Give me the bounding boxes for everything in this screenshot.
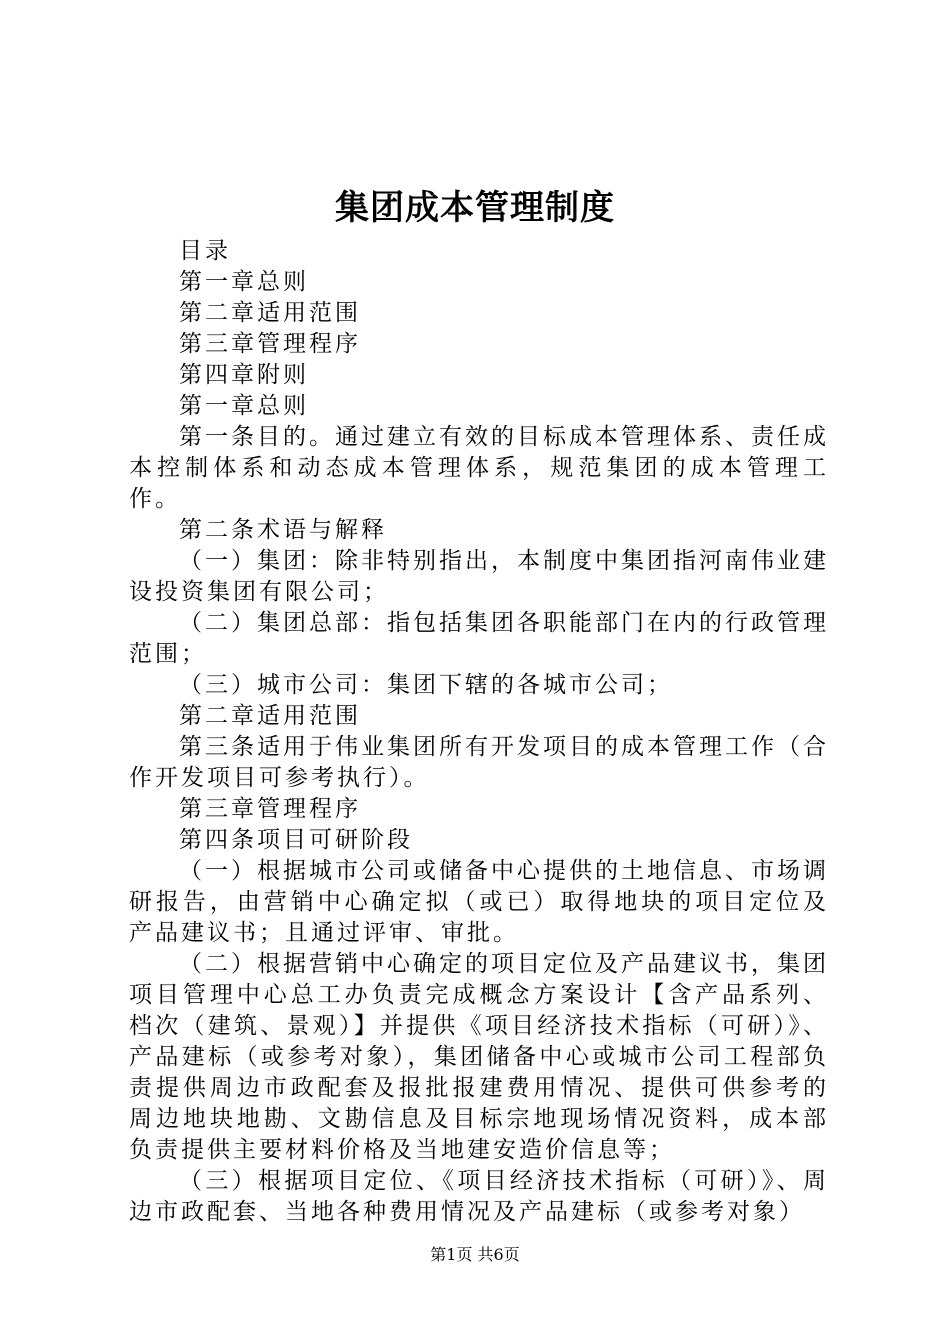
article-heading: 第四条项目可研阶段 [179, 827, 413, 853]
clause-paragraph: （一）集团：除非特别指出，本制度中集团指河南伟业建设投资集团有限公司； [129, 548, 829, 605]
document-title: 集团成本管理制度 [335, 188, 615, 228]
toc-item: 第四章附则 [179, 362, 309, 388]
clause-paragraph: （三）城市公司：集团下辖的各城市公司； [179, 672, 673, 698]
article-paragraph: 第三条适用于伟业集团所有开发项目的成本管理工作（合作开发项目可参考执行）。 [129, 734, 829, 791]
clause-paragraph: （二）根据营销中心确定的项目定位及产品建议书，集团项目管理中心总工办负责完成概念方案设计【含产品系列、档次（建筑、景观）】并提供《项目经济技术指标（可研）》、产品建标（或参考对象），集团储备中心或城市公司工程部负责提供周边市政配套及报批报建费用情况、提供可供参考的周边地块地勘、文勘信息及目标宗地现场情况资料，成本部负责提供主要材料价格及当地建安造价信息等； [129, 951, 829, 1163]
chapter-heading: 第三章管理程序 [179, 796, 361, 822]
toc-heading: 目录 [179, 238, 231, 264]
page-number: 第1页 共6页 [430, 1245, 520, 1264]
clause-paragraph: （二）集团总部：指包括集团各职能部门在内的行政管理范围； [129, 610, 829, 667]
article-paragraph: 第一条目的。通过建立有效的目标成本管理体系、责任成本控制体系和动态成本管理体系，规范集团的成本管理工作。 [129, 424, 829, 512]
document-body [129, 236, 829, 1228]
toc-item: 第二章适用范围 [179, 300, 361, 326]
toc-item: 第三章管理程序 [179, 331, 361, 357]
chapter-heading: 第二章适用范围 [179, 703, 361, 729]
clause-paragraph: （三）根据项目定位、《项目经济技术指标（可研）》、周边市政配套、当地各种费用情况及产品建标（或参考对象） [129, 1168, 829, 1225]
chapter-heading: 第一章总则 [179, 393, 309, 419]
toc-item: 第一章总则 [179, 269, 309, 295]
article-heading: 第二条术语与解释 [179, 517, 387, 543]
clause-paragraph: （一）根据城市公司或储备中心提供的土地信息、市场调研报告，由营销中心确定拟（或已）取得地块的项目定位及产品建议书；且通过评审、审批。 [129, 858, 829, 946]
